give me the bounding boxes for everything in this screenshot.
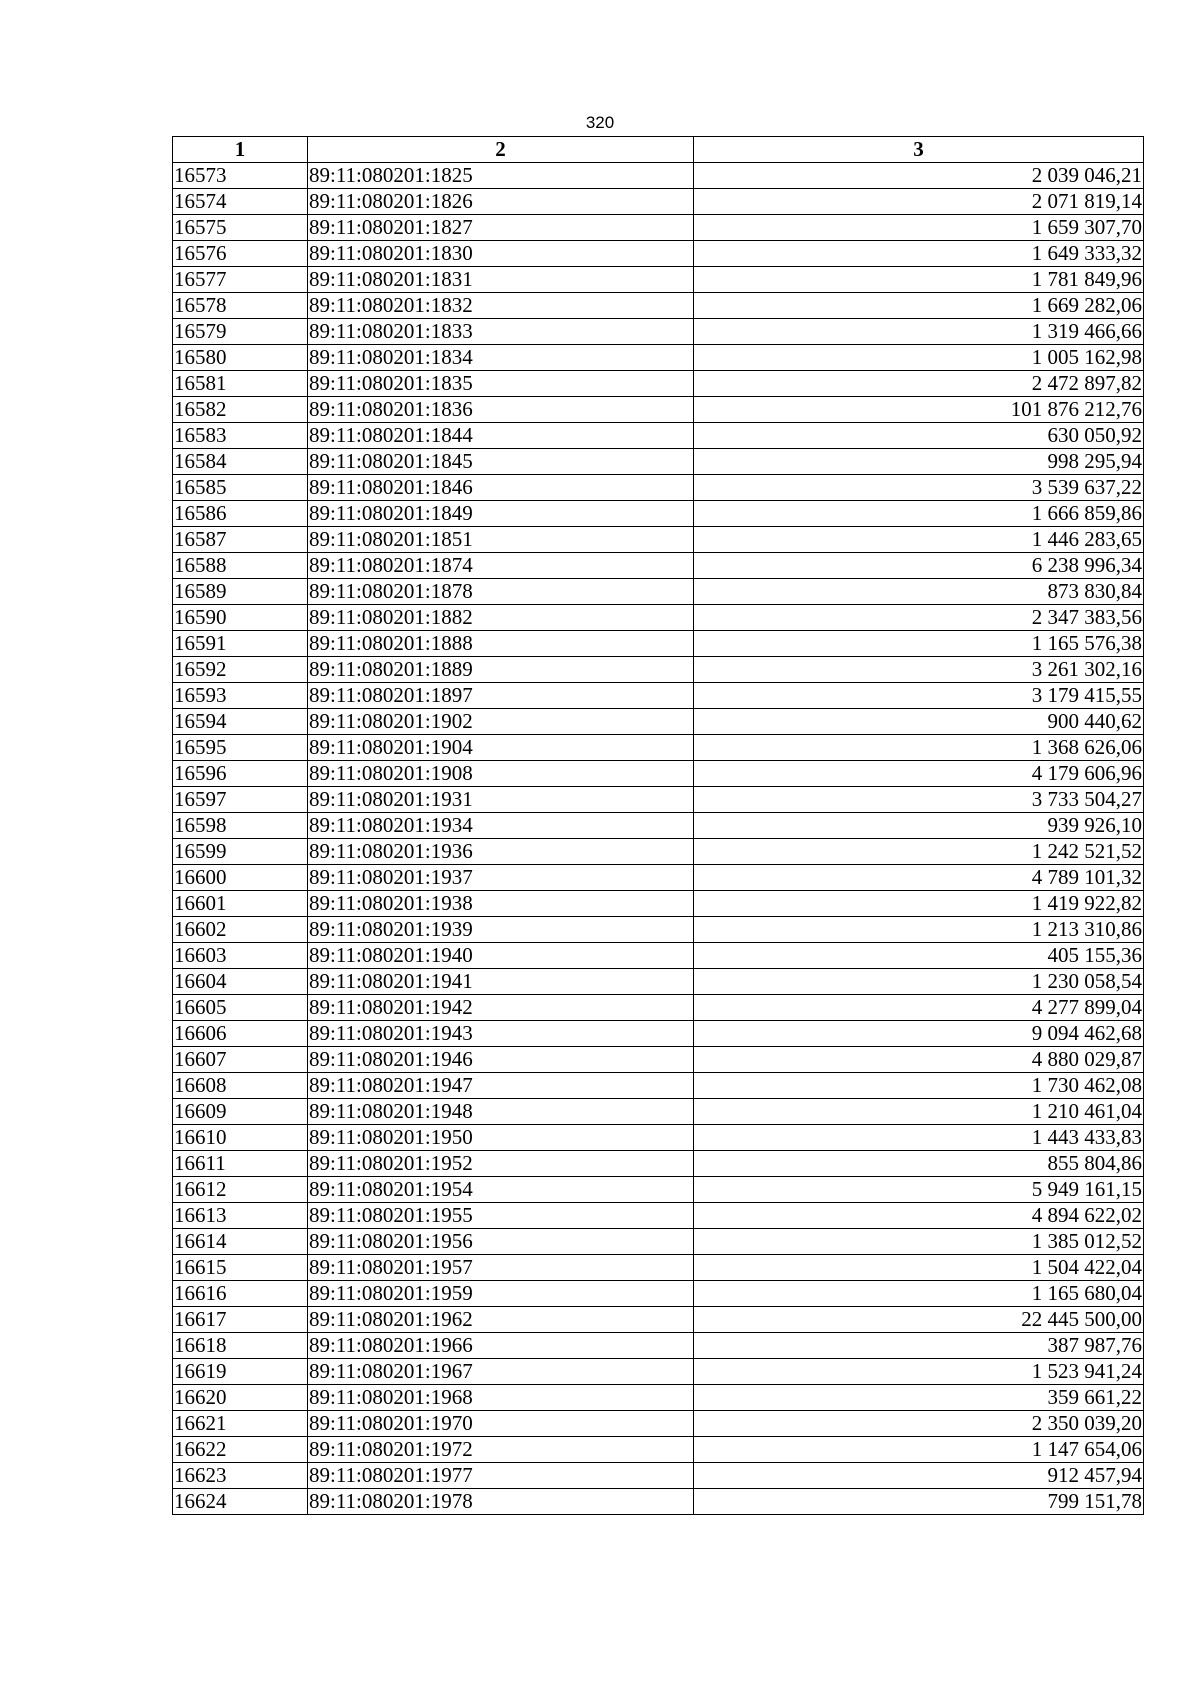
table-row xyxy=(173,1411,1144,1437)
cadastral-number-cell: 89:11:080201:1831 xyxy=(308,267,694,293)
cadastral-number-cell: 89:11:080201:1897 xyxy=(308,683,694,709)
cadastral-number-cell: 89:11:080201:1874 xyxy=(308,553,694,579)
row-number-cell: 16578 xyxy=(173,293,308,319)
cadastral-number-cell: 89:11:080201:1934 xyxy=(308,813,694,839)
value-cell: 4 789 101,32 xyxy=(694,865,1144,891)
value-cell: 4 880 029,87 xyxy=(694,1047,1144,1073)
cadastral-number-cell: 89:11:080201:1827 xyxy=(308,215,694,241)
cadastral-number-cell: 89:11:080201:1904 xyxy=(308,735,694,761)
row-number-cell: 16585 xyxy=(173,475,308,501)
value-cell: 630 050,92 xyxy=(694,423,1144,449)
value-cell: 101 876 212,76 xyxy=(694,397,1144,423)
cadastral-number-cell: 89:11:080201:1931 xyxy=(308,787,694,813)
column-header-3: 3 xyxy=(694,137,1144,163)
value-cell: 1 730 462,08 xyxy=(694,1073,1144,1099)
row-number-cell: 16613 xyxy=(173,1203,308,1229)
row-number-cell: 16601 xyxy=(173,891,308,917)
table-row xyxy=(173,787,1144,813)
table-row xyxy=(173,1047,1144,1073)
cadastral-number-cell: 89:11:080201:1943 xyxy=(308,1021,694,1047)
value-cell: 1 210 461,04 xyxy=(694,1099,1144,1125)
cadastral-number-cell: 89:11:080201:1972 xyxy=(308,1437,694,1463)
cadastral-number-cell: 89:11:080201:1967 xyxy=(308,1359,694,1385)
cadastral-number-cell: 89:11:080201:1966 xyxy=(308,1333,694,1359)
value-cell: 1 147 654,06 xyxy=(694,1437,1144,1463)
value-cell: 2 347 383,56 xyxy=(694,605,1144,631)
table-row xyxy=(173,449,1144,475)
table-body xyxy=(173,163,1144,1515)
table-row xyxy=(173,319,1144,345)
value-cell: 2 472 897,82 xyxy=(694,371,1144,397)
row-number-cell: 16617 xyxy=(173,1307,308,1333)
value-cell: 387 987,76 xyxy=(694,1333,1144,1359)
value-cell: 1 213 310,86 xyxy=(694,917,1144,943)
row-number-cell: 16600 xyxy=(173,865,308,891)
cadastral-number-cell: 89:11:080201:1977 xyxy=(308,1463,694,1489)
table-row xyxy=(173,1229,1144,1255)
row-number-cell: 16580 xyxy=(173,345,308,371)
table-row xyxy=(173,1125,1144,1151)
cadastral-number-cell: 89:11:080201:1948 xyxy=(308,1099,694,1125)
cadastral-number-cell: 89:11:080201:1947 xyxy=(308,1073,694,1099)
row-number-cell: 16586 xyxy=(173,501,308,527)
cadastral-number-cell: 89:11:080201:1970 xyxy=(308,1411,694,1437)
value-cell: 1 165 576,38 xyxy=(694,631,1144,657)
row-number-cell: 16607 xyxy=(173,1047,308,1073)
value-cell: 2 071 819,14 xyxy=(694,189,1144,215)
row-number-cell: 16581 xyxy=(173,371,308,397)
row-number-cell: 16612 xyxy=(173,1177,308,1203)
row-number-cell: 16592 xyxy=(173,657,308,683)
cadastral-number-cell: 89:11:080201:1834 xyxy=(308,345,694,371)
cadastral-number-cell: 89:11:080201:1938 xyxy=(308,891,694,917)
row-number-cell: 16621 xyxy=(173,1411,308,1437)
value-cell: 3 539 637,22 xyxy=(694,475,1144,501)
table-row xyxy=(173,189,1144,215)
cadastral-number-cell: 89:11:080201:1835 xyxy=(308,371,694,397)
row-number-cell: 16598 xyxy=(173,813,308,839)
row-number-cell: 16579 xyxy=(173,319,308,345)
page-number: 320 xyxy=(585,113,615,132)
table-row xyxy=(173,657,1144,683)
row-number-cell: 16623 xyxy=(173,1463,308,1489)
row-number-cell: 16605 xyxy=(173,995,308,1021)
value-cell: 1 385 012,52 xyxy=(694,1229,1144,1255)
cadastral-number-cell: 89:11:080201:1940 xyxy=(308,943,694,969)
row-number-cell: 16615 xyxy=(173,1255,308,1281)
table-row xyxy=(173,605,1144,631)
value-cell: 22 445 500,00 xyxy=(694,1307,1144,1333)
table-row xyxy=(173,1073,1144,1099)
value-cell: 900 440,62 xyxy=(694,709,1144,735)
value-cell: 2 350 039,20 xyxy=(694,1411,1144,1437)
cadastral-number-cell: 89:11:080201:1968 xyxy=(308,1385,694,1411)
cadastral-number-cell: 89:11:080201:1825 xyxy=(308,163,694,189)
table-row xyxy=(173,1333,1144,1359)
table-row xyxy=(173,943,1144,969)
value-cell: 359 661,22 xyxy=(694,1385,1144,1411)
cadastral-number-cell: 89:11:080201:1937 xyxy=(308,865,694,891)
table-row xyxy=(173,683,1144,709)
value-cell: 1 781 849,96 xyxy=(694,267,1144,293)
value-cell: 799 151,78 xyxy=(694,1489,1144,1515)
row-number-cell: 16603 xyxy=(173,943,308,969)
table-row xyxy=(173,501,1144,527)
table-row xyxy=(173,761,1144,787)
value-cell: 1 659 307,70 xyxy=(694,215,1144,241)
row-number-cell: 16576 xyxy=(173,241,308,267)
cadastral-number-cell: 89:11:080201:1950 xyxy=(308,1125,694,1151)
row-number-cell: 16616 xyxy=(173,1281,308,1307)
column-header-1: 1 xyxy=(173,137,308,163)
table-row xyxy=(173,1307,1144,1333)
table-row xyxy=(173,371,1144,397)
cadastral-number-cell: 89:11:080201:1946 xyxy=(308,1047,694,1073)
row-number-cell: 16582 xyxy=(173,397,308,423)
table-row xyxy=(173,579,1144,605)
value-cell: 3 261 302,16 xyxy=(694,657,1144,683)
cadastral-number-cell: 89:11:080201:1957 xyxy=(308,1255,694,1281)
table-row xyxy=(173,553,1144,579)
table-row xyxy=(173,1281,1144,1307)
value-cell: 873 830,84 xyxy=(694,579,1144,605)
value-cell: 1 005 162,98 xyxy=(694,345,1144,371)
value-cell: 1 368 626,06 xyxy=(694,735,1144,761)
cadastral-number-cell: 89:11:080201:1888 xyxy=(308,631,694,657)
row-number-cell: 16590 xyxy=(173,605,308,631)
table-row xyxy=(173,917,1144,943)
value-cell: 1 446 283,65 xyxy=(694,527,1144,553)
value-cell: 4 179 606,96 xyxy=(694,761,1144,787)
row-number-cell: 16609 xyxy=(173,1099,308,1125)
value-cell: 1 419 922,82 xyxy=(694,891,1144,917)
row-number-cell: 16606 xyxy=(173,1021,308,1047)
table-row xyxy=(173,1255,1144,1281)
table-row xyxy=(173,631,1144,657)
row-number-cell: 16608 xyxy=(173,1073,308,1099)
cadastral-number-cell: 89:11:080201:1962 xyxy=(308,1307,694,1333)
table-row xyxy=(173,1489,1144,1515)
row-number-cell: 16620 xyxy=(173,1385,308,1411)
cadastral-number-cell: 89:11:080201:1956 xyxy=(308,1229,694,1255)
table-row xyxy=(173,1437,1144,1463)
cadastral-number-cell: 89:11:080201:1830 xyxy=(308,241,694,267)
table-row xyxy=(173,345,1144,371)
table-row xyxy=(173,215,1144,241)
table-row xyxy=(173,1151,1144,1177)
cadastral-number-cell: 89:11:080201:1959 xyxy=(308,1281,694,1307)
value-cell: 855 804,86 xyxy=(694,1151,1144,1177)
row-number-cell: 16624 xyxy=(173,1489,308,1515)
cadastral-number-cell: 89:11:080201:1954 xyxy=(308,1177,694,1203)
row-number-cell: 16584 xyxy=(173,449,308,475)
value-cell: 4 277 899,04 xyxy=(694,995,1144,1021)
value-cell: 1 523 941,24 xyxy=(694,1359,1144,1385)
value-cell: 4 894 622,02 xyxy=(694,1203,1144,1229)
value-cell: 1 165 680,04 xyxy=(694,1281,1144,1307)
table-row xyxy=(173,1359,1144,1385)
value-cell: 1 669 282,06 xyxy=(694,293,1144,319)
value-cell: 1 319 466,66 xyxy=(694,319,1144,345)
table-row xyxy=(173,475,1144,501)
row-number-cell: 16599 xyxy=(173,839,308,865)
value-cell: 1 649 333,32 xyxy=(694,241,1144,267)
value-cell: 3 179 415,55 xyxy=(694,683,1144,709)
table-row xyxy=(173,1099,1144,1125)
table-row xyxy=(173,1463,1144,1489)
value-cell: 3 733 504,27 xyxy=(694,787,1144,813)
value-cell: 405 155,36 xyxy=(694,943,1144,969)
row-number-cell: 16588 xyxy=(173,553,308,579)
table-row xyxy=(173,995,1144,1021)
cadastral-number-cell: 89:11:080201:1936 xyxy=(308,839,694,865)
table-row xyxy=(173,241,1144,267)
cadastral-number-cell: 89:11:080201:1908 xyxy=(308,761,694,787)
cadastral-number-cell: 89:11:080201:1978 xyxy=(308,1489,694,1515)
table-row xyxy=(173,1177,1144,1203)
row-number-cell: 16583 xyxy=(173,423,308,449)
cadastral-number-cell: 89:11:080201:1939 xyxy=(308,917,694,943)
table-row xyxy=(173,527,1144,553)
value-cell: 9 094 462,68 xyxy=(694,1021,1144,1047)
value-cell: 2 039 046,21 xyxy=(694,163,1144,189)
table-row xyxy=(173,865,1144,891)
value-cell: 939 926,10 xyxy=(694,813,1144,839)
table-row xyxy=(173,813,1144,839)
row-number-cell: 16575 xyxy=(173,215,308,241)
table-row xyxy=(173,423,1144,449)
data-table xyxy=(172,136,1144,1515)
table-row xyxy=(173,839,1144,865)
row-number-cell: 16614 xyxy=(173,1229,308,1255)
cadastral-number-cell: 89:11:080201:1836 xyxy=(308,397,694,423)
row-number-cell: 16602 xyxy=(173,917,308,943)
table-row xyxy=(173,735,1144,761)
row-number-cell: 16573 xyxy=(173,163,308,189)
value-cell: 912 457,94 xyxy=(694,1463,1144,1489)
row-number-cell: 16593 xyxy=(173,683,308,709)
row-number-cell: 16604 xyxy=(173,969,308,995)
value-cell: 1 504 422,04 xyxy=(694,1255,1144,1281)
value-cell: 1 666 859,86 xyxy=(694,501,1144,527)
table-row xyxy=(173,891,1144,917)
row-number-cell: 16611 xyxy=(173,1151,308,1177)
table-row xyxy=(173,1021,1144,1047)
row-number-cell: 16574 xyxy=(173,189,308,215)
cadastral-number-cell: 89:11:080201:1878 xyxy=(308,579,694,605)
table-row xyxy=(173,969,1144,995)
cadastral-number-cell: 89:11:080201:1902 xyxy=(308,709,694,735)
cadastral-number-cell: 89:11:080201:1851 xyxy=(308,527,694,553)
cadastral-number-cell: 89:11:080201:1941 xyxy=(308,969,694,995)
row-number-cell: 16594 xyxy=(173,709,308,735)
table-row xyxy=(173,709,1144,735)
cadastral-number-cell: 89:11:080201:1942 xyxy=(308,995,694,1021)
row-number-cell: 16591 xyxy=(173,631,308,657)
cadastral-number-cell: 89:11:080201:1833 xyxy=(308,319,694,345)
row-number-cell: 16595 xyxy=(173,735,308,761)
table-row xyxy=(173,163,1144,189)
cadastral-number-cell: 89:11:080201:1846 xyxy=(308,475,694,501)
value-cell: 5 949 161,15 xyxy=(694,1177,1144,1203)
row-number-cell: 16622 xyxy=(173,1437,308,1463)
cadastral-number-cell: 89:11:080201:1826 xyxy=(308,189,694,215)
column-header-2: 2 xyxy=(308,137,694,163)
table-row xyxy=(173,293,1144,319)
row-number-cell: 16619 xyxy=(173,1359,308,1385)
row-number-cell: 16577 xyxy=(173,267,308,293)
cadastral-number-cell: 89:11:080201:1952 xyxy=(308,1151,694,1177)
value-cell: 998 295,94 xyxy=(694,449,1144,475)
cadastral-number-cell: 89:11:080201:1845 xyxy=(308,449,694,475)
row-number-cell: 16589 xyxy=(173,579,308,605)
value-cell: 1 443 433,83 xyxy=(694,1125,1144,1151)
table-row xyxy=(173,267,1144,293)
table-row xyxy=(173,1385,1144,1411)
row-number-cell: 16596 xyxy=(173,761,308,787)
table-header-row xyxy=(173,137,1144,163)
row-number-cell: 16610 xyxy=(173,1125,308,1151)
cadastral-number-cell: 89:11:080201:1832 xyxy=(308,293,694,319)
row-number-cell: 16618 xyxy=(173,1333,308,1359)
cadastral-number-cell: 89:11:080201:1882 xyxy=(308,605,694,631)
row-number-cell: 16597 xyxy=(173,787,308,813)
table-row xyxy=(173,1203,1144,1229)
cadastral-number-cell: 89:11:080201:1889 xyxy=(308,657,694,683)
cadastral-number-cell: 89:11:080201:1844 xyxy=(308,423,694,449)
cadastral-number-cell: 89:11:080201:1849 xyxy=(308,501,694,527)
value-cell: 1 230 058,54 xyxy=(694,969,1144,995)
value-cell: 6 238 996,34 xyxy=(694,553,1144,579)
row-number-cell: 16587 xyxy=(173,527,308,553)
cadastral-number-cell: 89:11:080201:1955 xyxy=(308,1203,694,1229)
table-row xyxy=(173,397,1144,423)
value-cell: 1 242 521,52 xyxy=(694,839,1144,865)
